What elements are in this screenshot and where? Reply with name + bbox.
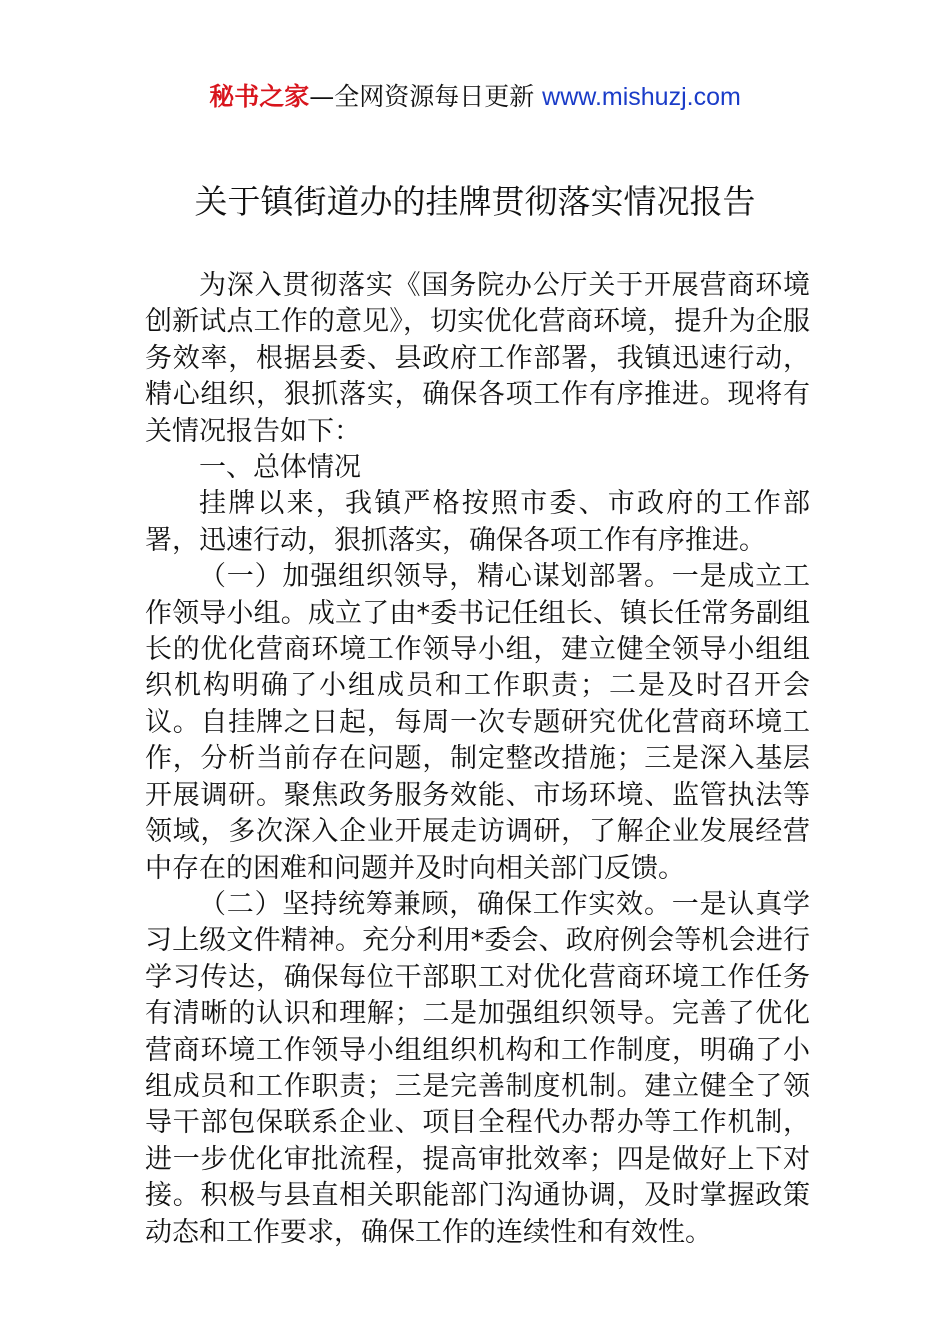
brand-name: 秘书之家 (209, 82, 310, 111)
site-url-link[interactable]: www.mishuzj.com (542, 83, 741, 111)
intro-paragraph: 为深入贯彻落实《国务院办公厅关于开展营商环境创新试点工作的意见》，切实优化营商环境，提升为企服务效率，根据县委、县政府工作部署，我镇迅速行动，精心组织，狠抓落实，确保各项工作有序推进。现将有关情况报告如下： (145, 270, 810, 447)
document-body (145, 268, 810, 1251)
overview-paragraph: 挂牌以来，我镇严格按照市委、市政府的工作部署，迅速行动，狠抓落实，确保各项工作有序推进。 (145, 488, 810, 556)
site-header (0, 80, 950, 114)
header-tagline: —全网资源每日更新 (309, 82, 543, 111)
section-heading: 一、总体情况 (199, 452, 361, 484)
subsection-paragraph-2: （二）坚持统筹兼顾，确保工作实效。一是认真学习上级文件精神。充分利用*委会、政府例会等机会进行学习传达，确保每位干部职工对优化营商环境工作任务有清晰的认识和理解；二是加强组织领导。完善了优化营商环境工作领导小组组织机构和工作制度，明确了小组成员和工作职责；三是完善制度机制。建立健全了领导干部包保联系企业、项目全程代办帮办等工作机制，进一步优化审批流程，提高审批效率；四是做好上下对接。积极与县直相关职能部门沟通协调，及时掌握政策动态和工作要求，确保工作的连续性和有效性。 (145, 888, 810, 1248)
document-title: 关于镇街道办的挂牌贯彻落实情况报告 (194, 182, 756, 221)
subsection-paragraph-1: （一）加强组织领导，精心谋划部署。一是成立工作领导小组。成立了由*委书记任组长、镇长任常务副组长的优化营商环境工作领导小组，建立健全领导小组组织机构明确了小组成员和工作职责；二是及时召开会议。自挂牌之日起，每周一次专题研究优化营商环境工作，分析当前存在问题，制定整改措施；三是深入基层开展调研。聚焦政务服务效能、市场环境、监管执法等领域，多次深入企业开展走访调研，了解企业发展经营中存在的困难和问题并及时向相关部门反馈。 (145, 561, 810, 884)
